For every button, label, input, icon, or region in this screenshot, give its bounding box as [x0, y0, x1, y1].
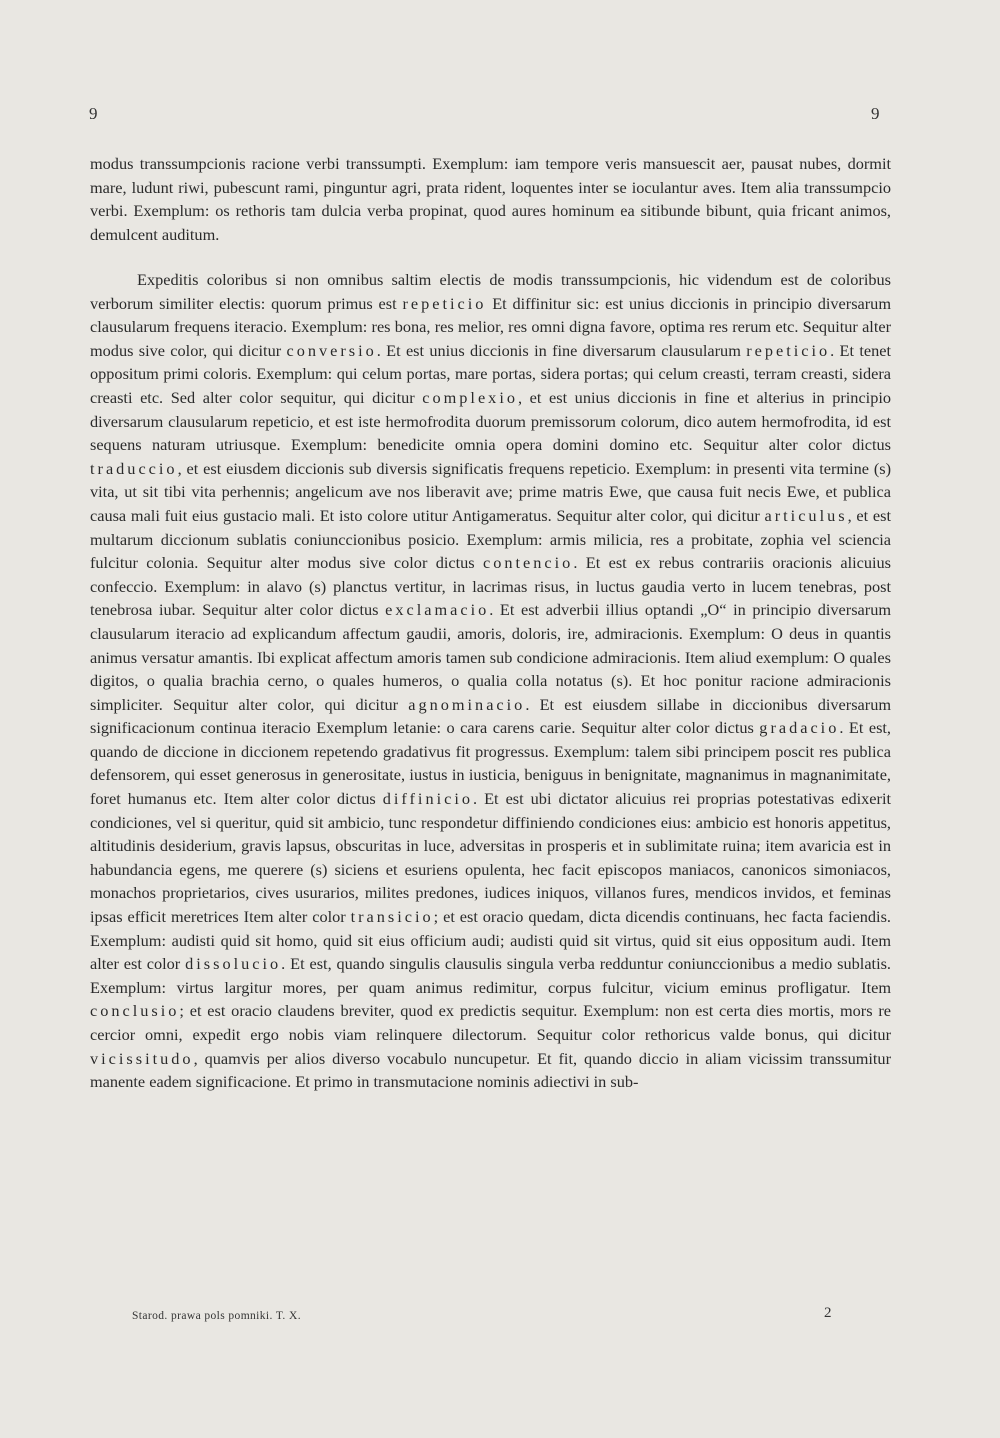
spaced-term: dissolucio	[185, 954, 282, 974]
spaced-term: traduccio	[90, 458, 178, 478]
text-run: , et est multarum diccionum sublatis coniunccionibus posicio. Exemplum: armis milicia, res a probitate, zophia vel sciencia fulcitur colonia. Sequitur alter modus sive color dictus	[90, 505, 891, 573]
text-run: , et est eiusdem diccionis sub diversis significatis frequens repeticio. Exemplum: in presenti vita termine (s) vita, ut sit tibi vita perhennis; angelicum ave nos liberavit ave; prime matris Ewe, que causa fuit necis Ewe, et publica causa mali fuit eius gustacio mali. Et isto colore utitur Antigameratus. Sequitur alter color, qui dicitur	[90, 458, 891, 525]
text-run: . Et est eiusdem sillabe in diccionibus diversarum significacionum continua iteracio Exemplum letanie: o cara carens carie. Sequitur alter color dictus	[90, 694, 891, 738]
spaced-term: conclusio	[90, 1001, 180, 1021]
spaced-term: exclamacio	[385, 600, 490, 620]
spaced-term: articulus	[764, 505, 848, 525]
text-run: . Et est unius diccionis in fine diversarum clausularum	[376, 340, 747, 360]
text-run: . Et est, quando singulis clausulis singula verba redduntur coniunccionibus a medio sublatis. Exemplum: virtus largitur mores, per quam animus redimitur, corpus fulcitur, vicium eminus profligatur. Item	[90, 954, 892, 997]
text-run: ; et est oracio quedam, dicta dicendis continuans, hec facta faciendis. Exemplum: audisti quid sit homo, quid sit eius officium audi; audisti quid sit virtus, quid sit eius oppositum audi. Item alter est color	[90, 907, 891, 974]
text-run: . Et est, quando de diccione in diccionem repetendo gradativus fit progressus. Exemplum: talem sibi principem poscit res publica defensorem, qui esset generosus in generositate, iustus in iusticia, beniguus in benignitate, magnanimus in magnanimitate, foret humanus etc. Item alter color dictus	[90, 718, 891, 809]
spaced-term: conversio	[286, 340, 377, 360]
paragraph-1	[90, 152, 891, 246]
spaced-term: gradacio	[759, 718, 840, 738]
spaced-term: agnominacio	[408, 694, 526, 714]
spaced-term: complexio	[422, 387, 518, 407]
spaced-term: contencio	[483, 553, 574, 573]
spaced-term: diffinicio	[382, 789, 474, 809]
paragraph-2	[90, 268, 891, 1094]
text-run: . Et est adverbii illius optandi „O“ in principio diversarum clausularum iteracio ad explicandum affectum gaudii, amoris, doloris, ire, admiracionis. Exemplum: O deus in quantis animus versatur amantis. Ibi explicat affectum amoris tamen sub condicione admiracionis. Item aliud exemplum: O quales digitos, o qualia brachia cerno, o quales humeros, o qualia colla notatus (s). Et hoc ponitur racione admiracionis simpliciter. Sequitur alter color, qui dicitur	[90, 600, 891, 714]
text-run: , quamvis per alios diverso vocabulo nuncupetur. Et fit, quando diccio in aliam vicissim transsumitur manente eadem significacione. Et primo in transmutacione nominis adiectivi in sub-	[90, 1048, 891, 1092]
spaced-term: repeticio	[746, 340, 831, 360]
text-run: Et diffinitur sic: est unius diccionis in principio diversarum clausularum frequens iteracio. Exemplum: res bona, res melior, res omni digna favore, optima res rerum etc. Sequitur alter modus sive color, qui dicitur	[90, 293, 891, 360]
text-run: , et est unius diccionis in fine et alterius in principio diversarum clausularum repeticio, et est iste hermofrodita duorum premissorum colorum, dico autem hermofrodita, id est sequens naturam utriusque. Exemplum: benedicite omnia opera domini domino etc. Sequitur alter color dictus	[90, 387, 891, 455]
spaced-term: vicissitudo	[90, 1048, 194, 1068]
sheet-number: 2	[824, 1305, 832, 1321]
text-run: . Et tenet oppositum primi coloris. Exemplum: qui celum portas, mare portas, sidera portas; qui celum creasti, terram creasti, sidera creasti etc. Sed alter color sequitur, qui dicitur	[90, 340, 891, 407]
text-run: . Et est ex rebus contrariis oracionis alicuius confeccio. Exemplum: in alavo (s) planctus vertitur, in lacrimas risus, in luctus gaudia verto in lucem tenebras, post tenebrosa iubar. Sequitur alter color dictus	[90, 553, 892, 620]
footer-signature: Starod. prawa pols pomniki. T. X.	[132, 1310, 301, 1322]
page-number-left: 9	[89, 104, 98, 123]
text-run: ; et est oracio claudens breviter, quod ex predictis sequitur. Exemplum: non est certa dies mortis, mors re cercior omni, expedit ergo nobis viam relinquere dilectorum. Sequitur color rethoricus valde bonus, qui dicitur	[90, 1001, 891, 1044]
page-number-right: 9	[871, 104, 880, 123]
text-run: modus transsumpcionis racione verbi transsumpti. Exemplum: iam tempore veris mansuescit aer, pausat nubes, dormit mare, ludunt riwi, pubescunt rami, pinguntur agri, prata rident, loquentes inter se ioculantur aves. Item alia transsumpcio verbi. Exemplum: os rethoris tam dulcia verba propinat, quod aures hominum ea sitibunde bibunt, quia fricant animos, demulcent auditum.	[90, 154, 891, 244]
text-run: Expeditis coloribus si non omnibus saltim electis de modis transsumpcionis, hic videndum est de coloribus verborum similiter electis: quorum primus est	[90, 270, 891, 313]
spaced-term: repeticio	[402, 293, 487, 313]
text-run: . Et est ubi dictator alicuius rei proprias potestativas edixerit condiciones, vel si queritur, quid sit ambicio, tunc respondetur diffiniendo condiciones eius: ambicio est honoris appetitus, altitudinis desiderium, gravis lapsus, obscuritas in luce, adversitas in prosperis et in sublimitate ruina; item avaricia est in habundancia egens, me querere (s) siciens et esuriens opulenta, hec facit episcopos maniacos, canonicos simoniacos, monachos proprietarios, cives usurarios, milites predones, iudices iniquos, villanos fures, mendicos invidos, et feminas ipsas efficit meretrices Item alter color	[90, 789, 891, 927]
spaced-term: transicio	[350, 907, 434, 927]
